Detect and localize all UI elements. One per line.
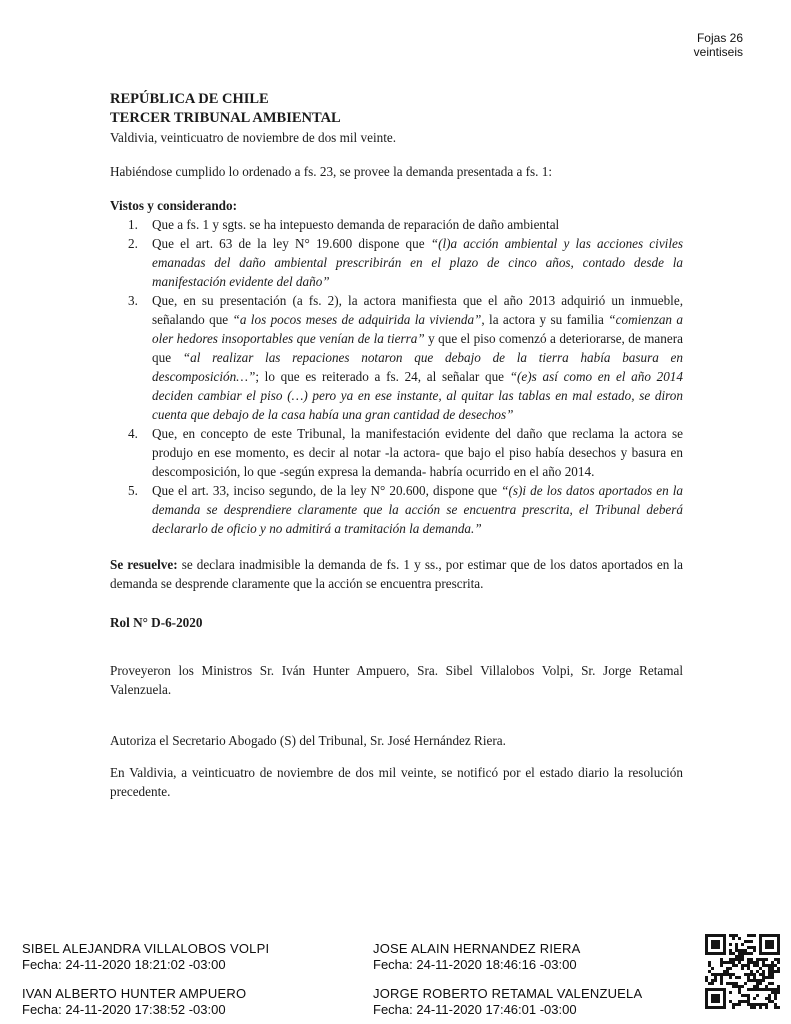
signature-date: Fecha: 24-11-2020 18:21:02 -03:00: [22, 957, 226, 972]
text-segment: Se resuelve:: [110, 557, 178, 572]
considerando-item: [110, 215, 683, 234]
text-segment: “al realizar las repaciones notaron que debajo de la tierra había basura en descomposición…”: [152, 350, 683, 384]
considerando-item: [110, 481, 683, 538]
item-number: 2.: [128, 236, 138, 251]
text-segment: Que a fs. 1 y sgts. se ha intepuesto demanda de reparación de daño ambiental: [152, 217, 560, 232]
signature-entry: [22, 986, 373, 1018]
notification-paragraph: En Valdivia, a veinticuatro de noviembre de dos mil veinte, se notificó por el estado diario la resolución precedente.: [110, 765, 683, 799]
item-number: 3.: [128, 293, 138, 308]
header-republic: REPÚBLICA DE CHILE: [110, 91, 269, 107]
text-segment: se declara inadmisible la demanda de fs. 1 y ss., por estimar que de los datos aportados en la demanda se desprende claramente que la acción se encuentra prescrita.: [110, 557, 683, 591]
ministers-paragraph: Proveyeron los Ministros Sr. Iván Hunter Ampuero, Sra. Sibel Villalobos Volpi, Sr. Jorge Retamal Valenzuela.: [110, 663, 683, 697]
item-text: [152, 217, 559, 232]
text-segment: , la actora y su familia: [481, 312, 609, 327]
document-body: [110, 90, 683, 801]
text-segment: Que, en concepto de este Tribunal, la manifestación evidente del daño que reclama la actora se produjo en ese momento, es decir al notar -la actora- que bajo el piso había desechos y basura en descomposición, lo que -según expresa la demanda- habría ocurrido en el año 2014.: [152, 426, 683, 479]
item-number: 4.: [128, 426, 138, 441]
signature-entry: [373, 986, 682, 1018]
resolution-paragraph: [110, 555, 683, 593]
text-segment: Que, en su presentación (a fs. 2), la actora manifiesta que el año 2013 adquirió un inmueble, señalando que: [152, 293, 683, 327]
vistos-heading: Vistos y considerando:: [110, 198, 238, 213]
item-number: 5.: [128, 483, 138, 498]
considerandos-list: [110, 215, 683, 538]
signer-name: SIBEL ALEJANDRA VILLALOBOS VOLPI: [22, 941, 270, 956]
text-segment: “comienzan a oler hedores insoportables que venían de la tierra”: [152, 312, 683, 346]
header-tribunal: TERCER TRIBUNAL AMBIENTAL: [110, 110, 341, 126]
folio-word: veintiseis: [693, 45, 743, 59]
signature-date: Fecha: 24-11-2020 17:46:01 -03:00: [373, 1002, 577, 1017]
considerando-item: [110, 424, 683, 481]
item-text: [152, 293, 683, 422]
date-line: Valdivia, veinticuatro de noviembre de dos mil veinte.: [110, 130, 397, 145]
text-segment: ; lo que es reiterado a fs. 24, al señalar que: [255, 369, 510, 384]
signature-entry: [22, 941, 373, 973]
qr-code-icon: [705, 934, 780, 1009]
text-segment: “(l)a acción ambiental y las acciones civiles emanadas del daño ambiental prescribirán en el plazo de cinco años, contado desde la manifestación evidente del daño”: [152, 236, 683, 289]
folio-number: Fojas 26: [696, 31, 743, 45]
item-text: [152, 483, 683, 536]
text-segment: “a los pocos meses de adquirida la vivienda”: [232, 312, 482, 327]
folio-label: [694, 31, 743, 59]
signer-name: IVAN ALBERTO HUNTER AMPUERO: [22, 986, 247, 1001]
considerando-item: [110, 234, 683, 291]
considerando-item: [110, 291, 683, 424]
text-segment: “(s)i de los datos aportados en la demanda se desprendiere claramente que la acción se encuentra prescrita, el Tribunal deberá declararlo de oficio y no admitirá a tramitación la demanda.”: [152, 483, 683, 536]
secretary-paragraph: Autoriza el Secretario Abogado (S) del Tribunal, Sr. José Hernández Riera.: [110, 733, 506, 748]
signature-date: Fecha: 24-11-2020 17:38:52 -03:00: [22, 1002, 226, 1017]
rol-number: Rol N° D-6-2020: [110, 615, 203, 630]
signature-entry: [373, 941, 682, 973]
intro-paragraph: Habiéndose cumplido lo ordenado a fs. 23, se provee la demanda presentada a fs. 1:: [110, 164, 553, 179]
item-text: [152, 236, 683, 289]
document-header: [110, 90, 683, 128]
signer-name: JOSE ALAIN HERNANDEZ RIERA: [373, 941, 581, 956]
signer-name: JORGE ROBERTO RETAMAL VALENZUELA: [373, 986, 643, 1001]
item-text: [152, 426, 683, 479]
text-segment: Que el art. 63 de la ley N° 19.600 dispone que: [152, 236, 431, 251]
signature-date: Fecha: 24-11-2020 18:46:16 -03:00: [373, 957, 577, 972]
item-number: 1.: [128, 217, 138, 232]
signature-block: [22, 941, 682, 1018]
text-segment: y que el piso comenzó a deteriorarse, de manera que: [152, 331, 683, 365]
text-segment: Que el art. 33, inciso segundo, de la ley N° 20.600, dispone que: [152, 483, 502, 498]
text-segment: “(e)s así como en el año 2014 deciden cambiar el piso (…) pero ya en ese instante, al quitar las tablas en mal estado, se diron cuenta que debajo de la casa había una gran cantidad de desechos”: [152, 369, 683, 422]
